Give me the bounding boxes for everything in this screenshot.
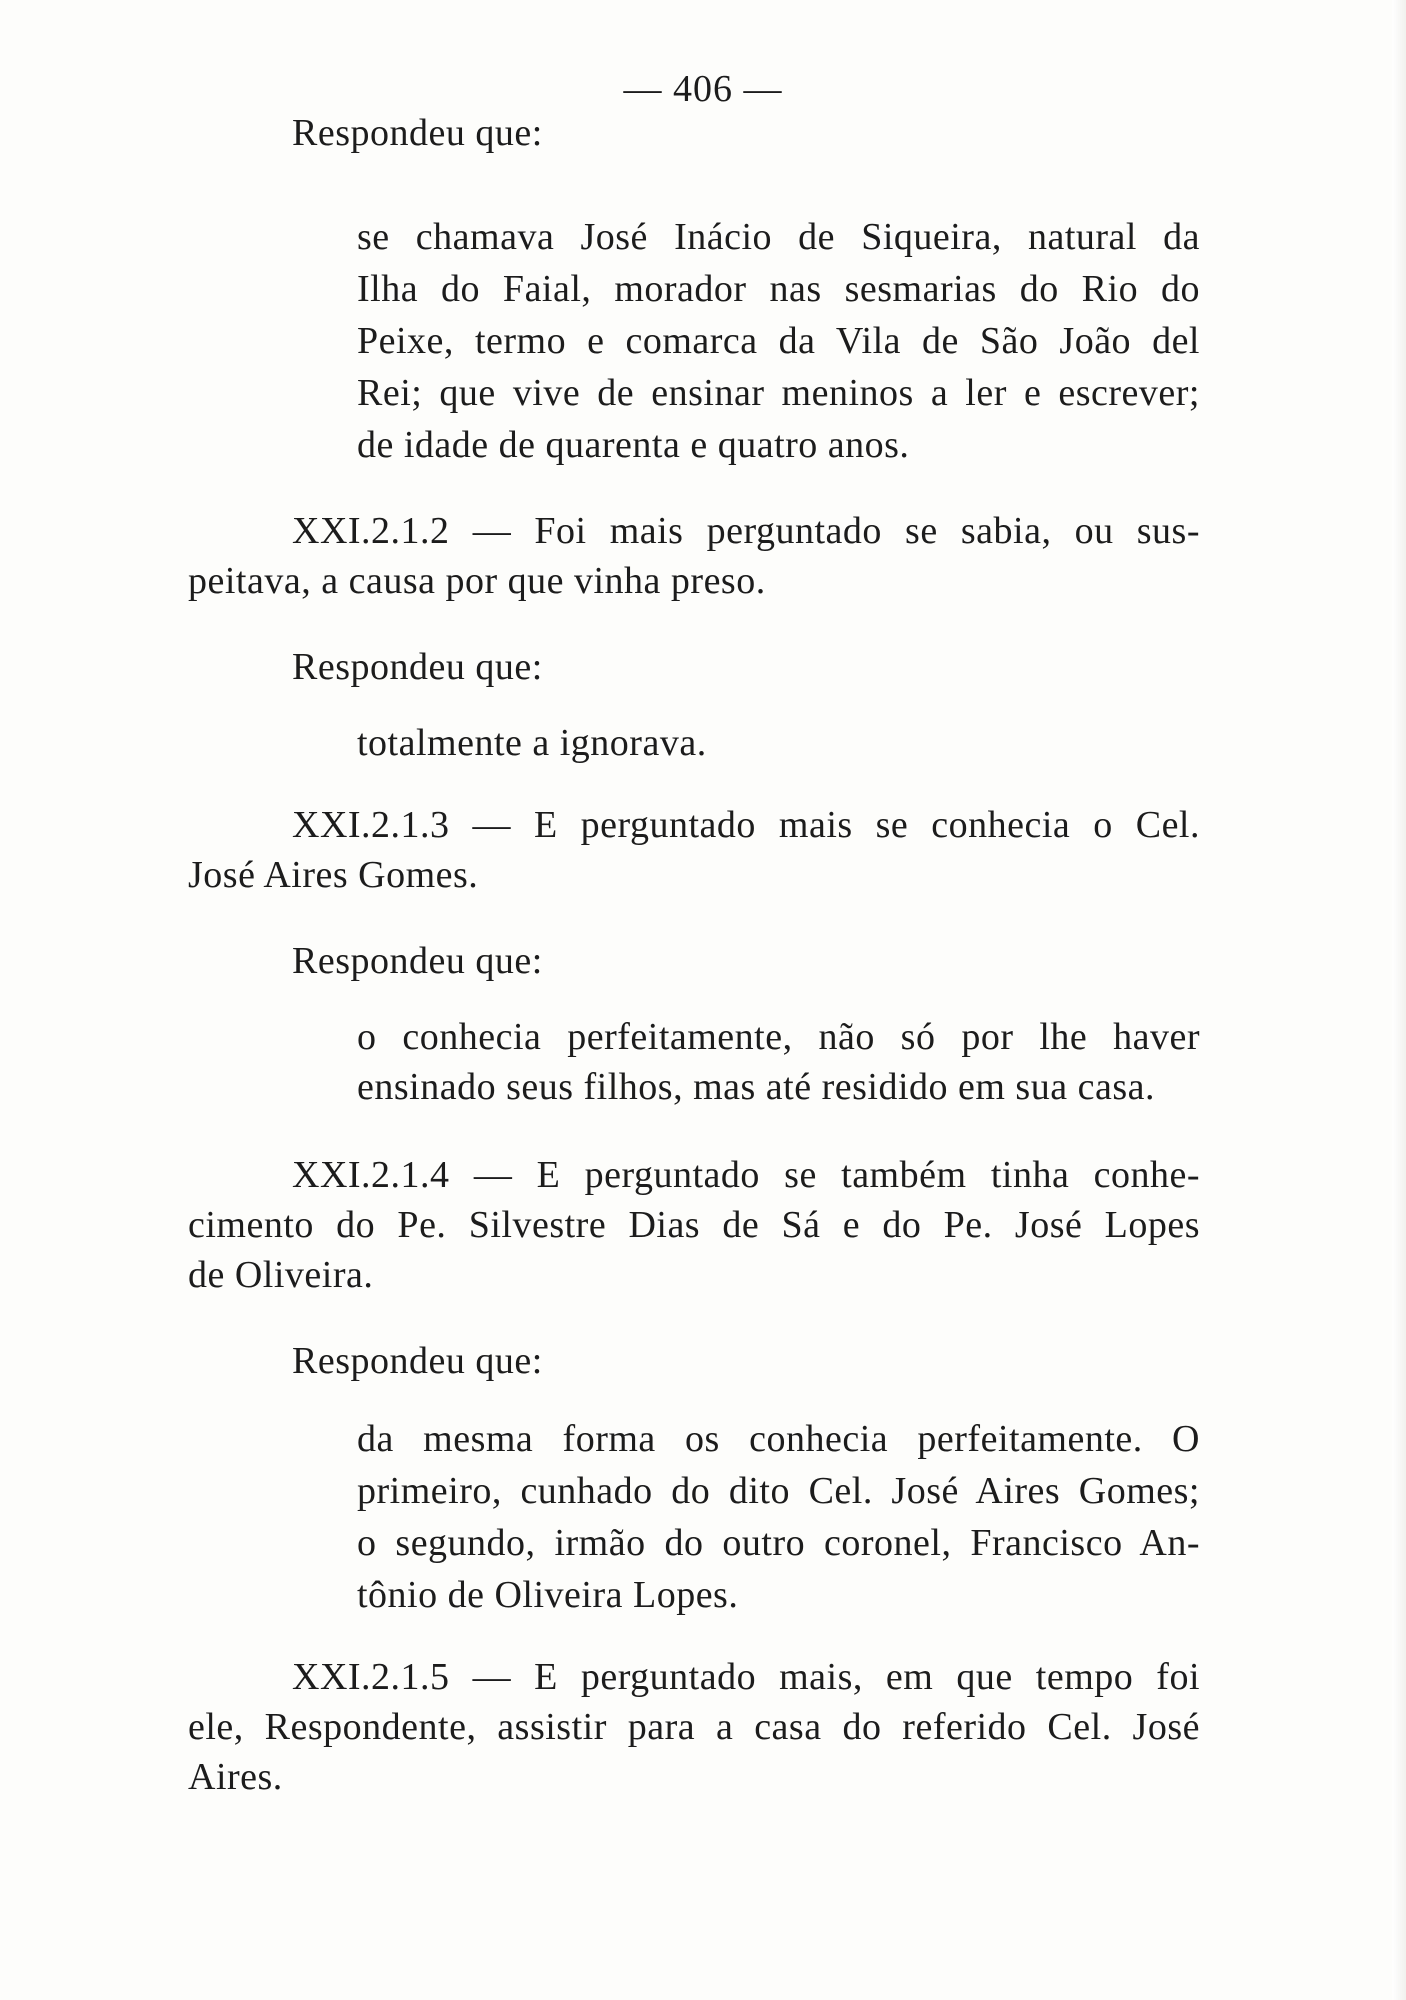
question-line: XXI.2.1.2 — Foi mais perguntado se sabia, ou sus- [292,510,1200,552]
answer-line: o segundo, irmão do outro coronel, Francisco An- [357,1522,1200,1564]
question-line: de Oliveira. [188,1254,374,1296]
respondeu-label: Respondeu que: [292,1340,543,1382]
answer-line: tônio de Oliveira Lopes. [357,1574,739,1616]
answer-line: o conhecia perfeitamente, não só por lhe haver [357,1016,1200,1058]
page-number: — 406 — [623,68,783,110]
answer-line: da mesma forma os conhecia perfeitamente. O [357,1418,1200,1460]
answer-line: Peixe, termo e comarca da Vila de São João del [357,320,1200,362]
answer-line: Rei; que vive de ensinar meninos a ler e escrever; [357,372,1200,414]
question-line: cimento do Pe. Silvestre Dias de Sá e do Pe. José Lopes [188,1204,1200,1246]
question-line: ele, Respondente, assistir para a casa do referido Cel. José [188,1706,1200,1748]
question-line: peitava, a causa por que vinha preso. [188,560,766,602]
answer-line: primeiro, cunhado do dito Cel. José Aires Gomes; [357,1470,1200,1512]
answer-line: Ilha do Faial, morador nas sesmarias do Rio do [357,268,1200,310]
question-line: José Aires Gomes. [188,854,479,896]
respondeu-label: Respondeu que: [292,646,543,688]
question-line: Aires. [188,1756,283,1798]
respondeu-label: Respondeu que: [292,940,543,982]
respondeu-label: Respondeu que: [292,112,543,154]
question-line: XXI.2.1.4 — E perguntado se também tinha conhe- [292,1154,1200,1196]
question-line: XXI.2.1.3 — E perguntado mais se conhecia o Cel. [292,804,1200,846]
answer-line: se chamava José Inácio de Siqueira, natural da [357,216,1200,258]
answer-line: ensinado seus filhos, mas até residido em sua casa. [357,1066,1155,1108]
page-edge-shadow [1392,0,1406,2000]
answer-line: totalmente a ignorava. [357,722,707,764]
question-line: XXI.2.1.5 — E perguntado mais, em que tempo foi [292,1656,1200,1698]
answer-line: de idade de quarenta e quatro anos. [357,424,910,466]
